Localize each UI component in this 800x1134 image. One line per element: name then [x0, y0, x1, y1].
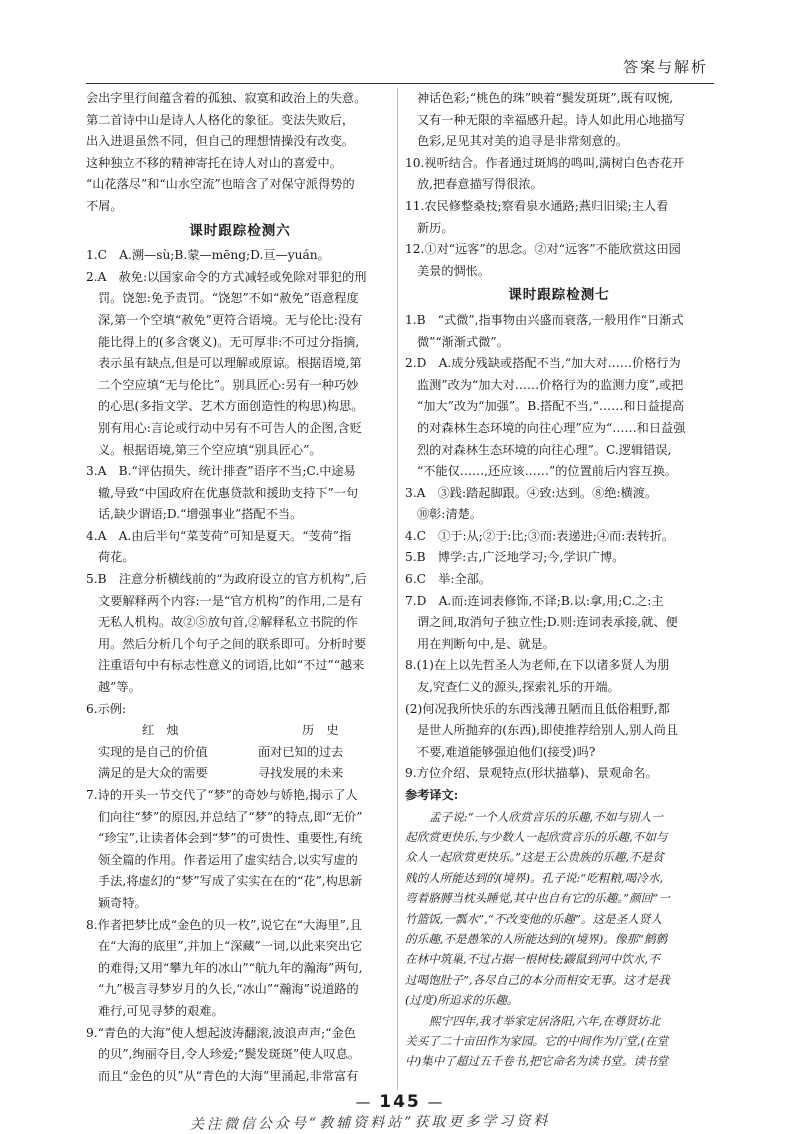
- text-line: “不能仅……,还应该……”的位置前后内容互换。: [417, 464, 678, 479]
- example-row: [86, 763, 394, 785]
- answer-item: [405, 526, 713, 548]
- text-line: 辙,导致“中国政府在优惠贷款和援助支持下”一句: [98, 485, 359, 500]
- text-line: 表示虽有缺点,但是可以理解或原谅。根据语境,第: [98, 356, 362, 371]
- text-line: 越”等。: [98, 680, 141, 695]
- example-block: [86, 699, 394, 785]
- text-line: 第二首诗中山是诗人人格化的象征。变法失败后，: [86, 112, 355, 127]
- text-line: “珍宝”,让读者体会到“梦”的可贵性、重要性,有统: [98, 831, 363, 846]
- text-line: 领全篇的作用。作者运用了虚实结合,以实写虚的: [98, 852, 358, 867]
- text-line: 是世人所抛弃的(东西),即使推荐给别人,别人尚且: [417, 723, 679, 738]
- text-line: 5.B 博学:古,广泛地学习;今,学识广博。: [405, 550, 625, 565]
- text-line: 用在判断句中,是、就是。: [417, 636, 555, 651]
- text-line: 又有一种无限的幸福感升起。诗人如此用心地描写: [417, 112, 686, 127]
- text-line: 8.作者把梦比成“金色的贝一枚”,说它在“大海里”,且: [86, 917, 362, 932]
- text-line: 4.A A.由后半句“菜芰荷”可知是夏天。“芰荷”指: [86, 528, 352, 543]
- section-title-six: 课时跟踪检测六: [189, 222, 291, 239]
- text-line: 1.C A.溯—sù;B.蒙—mēng;D.亘—yuán。: [86, 248, 330, 263]
- text-line: 熙宁四年,我才举家定居洛阳,六年,在尊贤坊北: [429, 1013, 661, 1028]
- example-cell: 实现的是自己的价值: [98, 744, 208, 759]
- text-line: 深,第一个空填“赦免”更符合语境。无与伦比:没有: [98, 312, 363, 327]
- answer-item: [405, 196, 713, 239]
- text-line: 监测”改为“加大对……价格行为的监测力度”,或把: [417, 377, 684, 392]
- text-line: 10.视听结合。作者通过斑鸠的鸣叫,满树白色杏花开: [405, 155, 685, 170]
- text-line: 9.“青色的大海”使人想起波涛翻滚,波浪声声;“金色: [86, 1025, 356, 1040]
- answer-item: [405, 591, 713, 656]
- header-rule: [86, 83, 714, 84]
- answer-item: [405, 153, 713, 196]
- text-line: 5.B 注意分析横线前的“为政府设立的官方机构”,后: [86, 572, 367, 587]
- text-line: 关买了二十亩田作为家园。它的中间作为厅堂,(在堂: [405, 1034, 669, 1049]
- text-line: 文要解释两个内容:一是“官方机构”的作用,二是有: [98, 593, 363, 608]
- right-items-2: [405, 310, 713, 785]
- text-line: 能比得上的(多含褒义)。无可厚非:不可过分指摘,: [98, 334, 360, 349]
- example-row: [86, 742, 394, 764]
- answer-item: [86, 1023, 394, 1088]
- text-line: 义。根据语境,第三个空应填“别具匠心”。: [98, 442, 322, 457]
- text-line: 别有用心:言论或行动中另有不可告人的企图,含贬: [98, 420, 362, 435]
- text-line: 中)集中了超过五千卷书,把它命名为读书堂。读书堂: [405, 1054, 669, 1069]
- text-line: 9.方位介绍、景观特点(形状描摹)、景观命名。: [405, 766, 658, 781]
- text-line: 4.C ①于:从;②于:比;③而:表递进;④而:表转折。: [405, 528, 675, 543]
- text-line: “九”极言寻梦岁月的久长,“冰山”“瀚海”说道路的: [98, 982, 359, 997]
- text-line: 2.A 赦免:以国家命令的方式减轻或免除对罪犯的刑: [86, 269, 367, 284]
- answer-item: [86, 785, 394, 915]
- text-line: 谓之间,取消句子独立性;D.则:连词表承接,就、便: [417, 615, 678, 630]
- answer-item: [86, 461, 394, 526]
- text-line: 友,究查仁义的源头,探索礼乐的开端。: [417, 680, 620, 695]
- section-title-seven: 课时跟踪检测七: [508, 287, 610, 304]
- text-line: 的难得;又用“攀九年的冰山”“航九年的瀚海”两句,: [98, 960, 363, 975]
- answer-item: [86, 915, 394, 1023]
- text-line: 无私人机构。故②⑤放句首,②解释私立书院的作: [98, 615, 358, 630]
- reference-translation-title: 参考译文:: [405, 788, 459, 802]
- text-line: 颖奇特。: [98, 895, 147, 910]
- example-cell: 寻找发展的未来: [258, 766, 344, 781]
- example-cell: 满足的是大众的需要: [98, 766, 208, 781]
- text-line: 手法,将虚幻的“梦”写成了实实在在的“花”,构思新: [98, 874, 363, 889]
- right-items: [405, 153, 713, 283]
- text-line: ⑩彰:清楚。: [417, 507, 483, 522]
- reference-translation: [405, 807, 713, 1072]
- text-line: 在“大海的底里”,并加上“深藏”一词,以此来突出它: [98, 939, 363, 954]
- header-label: 答案与解析: [622, 58, 708, 76]
- text-line: (过度)所追求的乐趣。: [405, 993, 519, 1008]
- left-items: [86, 245, 394, 698]
- answer-item: [86, 267, 394, 461]
- text-line: 竹篮饭,一瓢水”,“不改变他的乐趣”。这是圣人贤人: [405, 911, 663, 926]
- text-line: 8.(1)在上以先哲圣人为老师,在下以诸多贤人为朋: [405, 658, 670, 673]
- text-line: 二个空应填“无与伦比”。别具匠心:另有一种巧妙: [98, 377, 359, 392]
- text-line: 3.A B.“评估损失、统计排查”语序不当;C.中途易: [86, 464, 356, 479]
- answer-item: [405, 310, 713, 353]
- text-line: 荷花。: [98, 550, 135, 565]
- answer-item: [405, 547, 713, 569]
- text-line: 的对森林生态环境的向往心理”应为“……和日益强: [417, 420, 686, 435]
- text-line: 会出字里行间蕴含着的孤独、寂寞和政治上的失意。: [86, 91, 367, 105]
- answer-item: [405, 353, 713, 483]
- text-line: 出入进退虽然不同，但自己的理想情操没有改变。: [86, 134, 355, 149]
- text-line: 12.①对“远客”的思念。②对“远客”不能欣赏这田园: [405, 242, 681, 257]
- answer-item: [86, 569, 394, 699]
- text-line: 众人一起欣赏更快乐。”这是王公贵族的乐趣,不是贫: [405, 850, 664, 865]
- text-line: 过喝饱肚子”,各尽自己的本分而相安无事。这才是我: [405, 972, 670, 987]
- example-head: [86, 720, 394, 742]
- text-line: 7.诗的开头一节交代了“梦”的奇妙与娇艳,揭示了人: [86, 788, 358, 802]
- text-line: 放,把春意描写得很浓。: [417, 177, 543, 192]
- text-line: 7.D A.而:连词表修饰,不译;B.以:拿,用;C.之:主: [405, 593, 664, 608]
- left-items-2: [86, 785, 394, 1087]
- footer-promo-note: 关注微信公众号“教辅资料站”获取更多学习资料: [189, 1113, 551, 1133]
- text-line: 11.农民修整桑枝;察看泉水通路;燕归旧梁;主人看: [405, 198, 669, 213]
- text-line: 的贝”,绚丽夺目,令人珍爱;“鬓发斑斑”使人叹息。: [98, 1047, 361, 1062]
- answer-item: [86, 526, 394, 569]
- text-line: (2)何况我所快乐的东西浅薄丑陋而且低俗粗野,都: [405, 701, 670, 716]
- text-line: 的心思(多指文学、艺术方面创造性的构思)构思。: [98, 399, 364, 414]
- text-line: 在林中筑巢,不过占据一根树枝;鼹鼠到河中饮水,不: [405, 952, 660, 967]
- text-line: 新历。: [417, 220, 454, 235]
- example-head-2: 历 史: [302, 723, 339, 738]
- text-line: 2.D A.成分残缺或搭配不当,“加大对……价格行为: [405, 356, 681, 371]
- left-column: [86, 88, 394, 1087]
- answer-item: [405, 699, 713, 764]
- text-line: 贱的人所能达到的(境界)。孔子说:“吃粗粮,喝冷水,: [405, 870, 664, 885]
- text-line: 色彩,足见其对美的追寻是非常刻意的。: [417, 134, 629, 149]
- text-line: 3.A ③践:踏起脚跟。④致:达到。⑧绝:横渡。: [405, 485, 658, 500]
- text-line: “山花落尽”和“山水空流”也暗含了对保守派得势的: [86, 177, 355, 192]
- text-line: 们向往“梦”的原因,并总结了“梦”的特点,即“无价”: [98, 809, 363, 824]
- answer-item: [405, 569, 713, 591]
- right-column: [405, 88, 713, 1072]
- text-line: 微”“渐渐式微”。: [417, 334, 509, 349]
- text-line: 用。然后分析几个句子之间的联系即可。分析时要: [98, 636, 367, 651]
- text-line: 美景的惆怅。: [417, 263, 491, 278]
- text-line: 难行,可见寻梦的艰难。: [98, 1003, 224, 1018]
- text-line: 话,缺少谓语;D.“增强事业”搭配不当。: [98, 507, 303, 522]
- text-line: 孟子说:“一个人欣赏音乐的乐趣,不如与别人一: [429, 809, 663, 824]
- answer-item: [405, 655, 713, 698]
- text-line: 不屑。: [86, 198, 123, 213]
- example-cell: 面对已知的过去: [258, 744, 344, 759]
- example-label: 6.示例:: [86, 701, 127, 716]
- page-number: — 145 —: [355, 1092, 445, 1112]
- left-intro: [86, 88, 394, 218]
- text-line: 烈的对森林生态环境的向往心理”。C.逻辑错误,: [417, 442, 672, 457]
- text-line: 神话色彩;“桃色的珠”映着“鬓发斑斑”,既有叹惋,: [417, 91, 674, 105]
- text-line: 1.B “式微”,指事物由兴盛而衰落,一般用作“日渐式: [405, 312, 684, 327]
- column-divider: [397, 88, 398, 1090]
- answer-item: [405, 483, 713, 526]
- text-line: 弯着胳膊当枕头睡觉,其中也自有它的乐趣。”颜回“一: [405, 891, 670, 906]
- text-line: 起欣赏更快乐,与少数人一起欣赏音乐的乐趣,不如与: [405, 830, 668, 844]
- page-number-value: 145: [379, 1092, 421, 1112]
- right-intro: [405, 88, 713, 153]
- answer-item: [405, 239, 713, 282]
- text-line: “加大”改为“加强”。B.搭配不当,“……和日益提高: [417, 399, 685, 414]
- text-line: 罚。饶恕:免予责罚。“饶恕”不如“赦免”语意程度: [98, 291, 359, 306]
- text-line: 6.C 举:全部。: [405, 572, 491, 587]
- text-line: 注重语句中有标志性意义的词语,比如“不过”“越来: [98, 658, 365, 673]
- example-head-1: 红 烛: [142, 723, 179, 738]
- text-line: 不要,难道能够强迫他们(接受)吗?: [417, 744, 596, 759]
- answer-item: [405, 763, 713, 785]
- text-line: 而且“金色的贝”从“青色的大海”里涌起,非常富有: [98, 1068, 359, 1083]
- text-line: 的乐趣,不是愚笨的人所能达到的(境界)。像那“鹪鹩: [405, 932, 668, 947]
- text-line: 这种独立不移的精神寄托在诗人对山的喜爱中。: [86, 155, 342, 170]
- answer-item: [86, 245, 394, 267]
